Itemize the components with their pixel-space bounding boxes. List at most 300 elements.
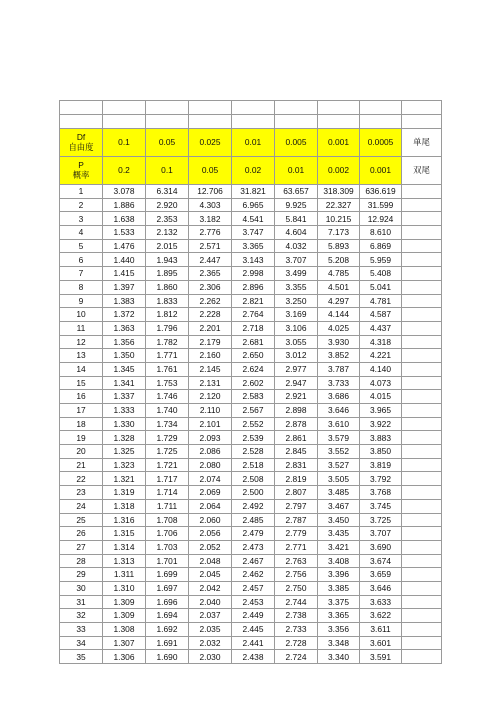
critical-value-cell: 2.030 (189, 650, 232, 664)
empty-cell (402, 636, 442, 650)
table-row (60, 349, 442, 363)
critical-value-cell: 1.782 (146, 335, 189, 349)
empty-cell (402, 445, 442, 459)
critical-value-cell: 3.579 (318, 431, 360, 445)
blank-cell (275, 101, 318, 115)
critical-value-cell: 2.567 (232, 404, 275, 418)
critical-value-cell: 1.306 (103, 650, 146, 664)
critical-value-cell: 1.315 (103, 527, 146, 541)
critical-value-cell: 1.372 (103, 308, 146, 322)
critical-value-cell: 2.479 (232, 527, 275, 541)
critical-value-cell: 4.587 (360, 308, 402, 322)
empty-cell (402, 431, 442, 445)
critical-value-cell: 3.965 (360, 404, 402, 418)
critical-value-cell: 1.740 (146, 404, 189, 418)
two-tail-value: 0.2 (103, 157, 146, 185)
df-cell: 25 (60, 513, 103, 527)
critical-value-cell: 2.797 (275, 499, 318, 513)
critical-value-cell: 1.318 (103, 499, 146, 513)
critical-value-cell: 2.441 (232, 636, 275, 650)
empty-cell (402, 390, 442, 404)
critical-value-cell: 3.622 (360, 609, 402, 623)
empty-cell (402, 349, 442, 363)
critical-value-cell: 2.037 (189, 609, 232, 623)
critical-value-cell: 2.845 (275, 445, 318, 459)
table-row (60, 280, 442, 294)
critical-value-cell: 3.055 (275, 335, 318, 349)
critical-value-cell: 4.785 (318, 267, 360, 281)
critical-value-cell: 4.297 (318, 294, 360, 308)
critical-value-cell: 2.787 (275, 513, 318, 527)
df-cell: 5 (60, 239, 103, 253)
critical-value-cell: 8.610 (360, 226, 402, 240)
critical-value-cell: 1.309 (103, 609, 146, 623)
df-cell: 27 (60, 540, 103, 554)
df-cell: 15 (60, 376, 103, 390)
critical-value-cell: 1.440 (103, 253, 146, 267)
blank-cell (103, 115, 146, 129)
critical-value-cell: 3.365 (232, 239, 275, 253)
critical-value-cell: 3.143 (232, 253, 275, 267)
df-label-cell (60, 129, 103, 157)
critical-value-cell: 1.309 (103, 595, 146, 609)
critical-value-cell: 2.262 (189, 294, 232, 308)
empty-cell (402, 376, 442, 390)
blank-cell (189, 101, 232, 115)
critical-value-cell: 1.313 (103, 554, 146, 568)
critical-value-cell: 2.756 (275, 568, 318, 582)
critical-value-cell: 1.314 (103, 540, 146, 554)
blank-cell (146, 101, 189, 115)
critical-value-cell: 22.327 (318, 198, 360, 212)
table-row (60, 568, 442, 582)
critical-value-cell: 6.869 (360, 239, 402, 253)
critical-value-cell: 2.552 (232, 417, 275, 431)
critical-value-cell: 4.032 (275, 239, 318, 253)
critical-value-cell: 3.355 (275, 280, 318, 294)
critical-value-cell: 3.646 (318, 404, 360, 418)
table-row (60, 472, 442, 486)
critical-value-cell: 1.860 (146, 280, 189, 294)
critical-value-cell: 1.696 (146, 595, 189, 609)
critical-value-cell: 2.131 (189, 376, 232, 390)
critical-value-cell: 1.699 (146, 568, 189, 582)
empty-cell (402, 527, 442, 541)
table-row (60, 212, 442, 226)
table-row (60, 513, 442, 527)
critical-value-cell: 2.728 (275, 636, 318, 650)
critical-value-cell: 6.314 (146, 185, 189, 199)
critical-value-cell: 3.012 (275, 349, 318, 363)
df-cell: 12 (60, 335, 103, 349)
critical-value-cell: 2.457 (232, 581, 275, 595)
table-row (60, 362, 442, 376)
critical-value-cell: 1.812 (146, 308, 189, 322)
table-row (60, 185, 442, 199)
critical-value-cell: 4.025 (318, 321, 360, 335)
critical-value-cell: 5.959 (360, 253, 402, 267)
critical-value-cell: 1.943 (146, 253, 189, 267)
critical-value-cell: 3.659 (360, 568, 402, 582)
critical-value-cell: 2.650 (232, 349, 275, 363)
critical-value-cell: 2.733 (275, 623, 318, 637)
blank-cell (232, 101, 275, 115)
critical-value-cell: 3.527 (318, 458, 360, 472)
critical-value-cell: 3.365 (318, 609, 360, 623)
critical-value-cell: 4.604 (275, 226, 318, 240)
critical-value-cell: 1.734 (146, 417, 189, 431)
critical-value-cell: 3.707 (275, 253, 318, 267)
empty-cell (402, 226, 442, 240)
critical-value-cell: 2.228 (189, 308, 232, 322)
critical-value-cell: 2.896 (232, 280, 275, 294)
critical-value-cell: 5.041 (360, 280, 402, 294)
critical-value-cell: 2.583 (232, 390, 275, 404)
critical-value-cell: 2.040 (189, 595, 232, 609)
table-row (60, 499, 442, 513)
critical-value-cell: 1.383 (103, 294, 146, 308)
critical-value-cell: 2.447 (189, 253, 232, 267)
critical-value-cell: 3.787 (318, 362, 360, 376)
critical-value-cell: 2.035 (189, 623, 232, 637)
critical-value-cell: 1.638 (103, 212, 146, 226)
critical-value-cell: 1.895 (146, 267, 189, 281)
critical-value-cell: 2.718 (232, 321, 275, 335)
critical-value-cell: 2.776 (189, 226, 232, 240)
critical-value-cell: 3.385 (318, 581, 360, 595)
empty-cell (402, 540, 442, 554)
critical-value-cell: 4.221 (360, 349, 402, 363)
critical-value-cell: 2.201 (189, 321, 232, 335)
table-row (60, 376, 442, 390)
critical-value-cell: 2.365 (189, 267, 232, 281)
critical-value-cell: 2.462 (232, 568, 275, 582)
critical-value-cell: 4.541 (232, 212, 275, 226)
one-tail-label: 单尾 (402, 129, 442, 157)
one-tail-value: 0.001 (318, 129, 360, 157)
critical-value-cell: 3.674 (360, 554, 402, 568)
df-cell: 26 (60, 527, 103, 541)
table-row (60, 417, 442, 431)
empty-cell (402, 239, 442, 253)
critical-value-cell: 6.965 (232, 198, 275, 212)
critical-value-cell: 2.492 (232, 499, 275, 513)
critical-value-cell: 2.624 (232, 362, 275, 376)
critical-value-cell: 4.303 (189, 198, 232, 212)
critical-value-cell: 3.930 (318, 335, 360, 349)
critical-value-cell: 2.539 (232, 431, 275, 445)
df-sub-label: 自由度 (68, 141, 94, 152)
critical-value-cell: 1.397 (103, 280, 146, 294)
one-tail-value: 0.025 (189, 129, 232, 157)
table-row (60, 554, 442, 568)
table-row (60, 486, 442, 500)
empty-cell (402, 623, 442, 637)
critical-value-cell: 2.861 (275, 431, 318, 445)
df-cell: 16 (60, 390, 103, 404)
critical-value-cell: 3.733 (318, 376, 360, 390)
table-row (60, 650, 442, 664)
critical-value-cell: 1.333 (103, 404, 146, 418)
critical-value-cell: 3.850 (360, 445, 402, 459)
table-row (60, 335, 442, 349)
critical-value-cell: 2.056 (189, 527, 232, 541)
critical-value-cell: 2.998 (232, 267, 275, 281)
t-distribution-table (59, 100, 442, 664)
critical-value-cell: 1.319 (103, 486, 146, 500)
critical-value-cell: 2.160 (189, 349, 232, 363)
critical-value-cell: 2.064 (189, 499, 232, 513)
df-cell: 1 (60, 185, 103, 199)
one-tail-value: 0.05 (146, 129, 189, 157)
critical-value-cell: 3.348 (318, 636, 360, 650)
critical-value-cell: 2.738 (275, 609, 318, 623)
df-cell: 20 (60, 445, 103, 459)
df-cell: 11 (60, 321, 103, 335)
empty-cell (402, 458, 442, 472)
empty-cell (402, 595, 442, 609)
two-tail-header-row (60, 157, 442, 185)
critical-value-cell: 3.505 (318, 472, 360, 486)
critical-value-cell: 2.518 (232, 458, 275, 472)
one-tail-value: 0.1 (103, 129, 146, 157)
critical-value-cell: 1.330 (103, 417, 146, 431)
critical-value-cell: 2.528 (232, 445, 275, 459)
table-row (60, 595, 442, 609)
empty-cell (402, 650, 442, 664)
critical-value-cell: 2.086 (189, 445, 232, 459)
table-row (60, 527, 442, 541)
critical-value-cell: 2.032 (189, 636, 232, 650)
table-row (60, 226, 442, 240)
critical-value-cell: 1.341 (103, 376, 146, 390)
df-cell: 21 (60, 458, 103, 472)
empty-cell (402, 267, 442, 281)
critical-value-cell: 1.703 (146, 540, 189, 554)
critical-value-cell: 2.977 (275, 362, 318, 376)
critical-value-cell: 1.310 (103, 581, 146, 595)
critical-value-cell: 1.311 (103, 568, 146, 582)
critical-value-cell: 1.321 (103, 472, 146, 486)
df-label: Df (76, 131, 86, 142)
table-row (60, 294, 442, 308)
critical-value-cell: 2.074 (189, 472, 232, 486)
critical-value-cell: 4.144 (318, 308, 360, 322)
critical-value-cell: 2.771 (275, 540, 318, 554)
two-tail-value: 0.01 (275, 157, 318, 185)
empty-cell (402, 499, 442, 513)
critical-value-cell: 3.601 (360, 636, 402, 650)
blank-cell (232, 115, 275, 129)
critical-value-cell: 4.318 (360, 335, 402, 349)
critical-value-cell: 12.924 (360, 212, 402, 226)
critical-value-cell: 3.106 (275, 321, 318, 335)
critical-value-cell: 2.353 (146, 212, 189, 226)
table-row (60, 253, 442, 267)
critical-value-cell: 1.711 (146, 499, 189, 513)
blank-cell (402, 101, 442, 115)
critical-value-cell: 7.173 (318, 226, 360, 240)
two-tail-value: 0.002 (318, 157, 360, 185)
critical-value-cell: 3.182 (189, 212, 232, 226)
empty-cell (402, 581, 442, 595)
critical-value-cell: 2.602 (232, 376, 275, 390)
empty-cell (402, 362, 442, 376)
table-row (60, 623, 442, 637)
critical-value-cell: 1.746 (146, 390, 189, 404)
critical-value-cell: 2.920 (146, 198, 189, 212)
critical-value-cell: 3.610 (318, 417, 360, 431)
df-cell: 19 (60, 431, 103, 445)
critical-value-cell: 3.450 (318, 513, 360, 527)
critical-value-cell: 1.363 (103, 321, 146, 335)
table-row (60, 581, 442, 595)
table-row (60, 308, 442, 322)
table-row (60, 445, 442, 459)
critical-value-cell: 2.145 (189, 362, 232, 376)
critical-value-cell: 4.437 (360, 321, 402, 335)
critical-value-cell: 1.690 (146, 650, 189, 664)
table-body (60, 101, 442, 664)
critical-value-cell: 1.796 (146, 321, 189, 335)
df-cell: 31 (60, 595, 103, 609)
table-row (60, 609, 442, 623)
one-tail-header-row (60, 129, 442, 157)
empty-cell (402, 568, 442, 582)
critical-value-cell: 2.093 (189, 431, 232, 445)
critical-value-cell: 1.833 (146, 294, 189, 308)
one-tail-value: 0.0005 (360, 129, 402, 157)
table-row (60, 404, 442, 418)
empty-cell (402, 417, 442, 431)
critical-value-cell: 1.325 (103, 445, 146, 459)
critical-value-cell: 5.408 (360, 267, 402, 281)
critical-value-cell: 2.681 (232, 335, 275, 349)
critical-value-cell: 3.552 (318, 445, 360, 459)
critical-value-cell: 1.316 (103, 513, 146, 527)
critical-value-cell: 2.042 (189, 581, 232, 595)
critical-value-cell: 3.819 (360, 458, 402, 472)
critical-value-cell: 1.692 (146, 623, 189, 637)
critical-value-cell: 2.179 (189, 335, 232, 349)
critical-value-cell: 2.048 (189, 554, 232, 568)
critical-value-cell: 2.473 (232, 540, 275, 554)
critical-value-cell: 1.307 (103, 636, 146, 650)
df-cell: 17 (60, 404, 103, 418)
critical-value-cell: 2.069 (189, 486, 232, 500)
df-cell: 23 (60, 486, 103, 500)
empty-cell (402, 212, 442, 226)
critical-value-cell: 3.169 (275, 308, 318, 322)
critical-value-cell: 2.110 (189, 404, 232, 418)
df-cell: 7 (60, 267, 103, 281)
critical-value-cell: 31.599 (360, 198, 402, 212)
critical-value-cell: 2.947 (275, 376, 318, 390)
critical-value-cell: 2.764 (232, 308, 275, 322)
critical-value-cell: 1.725 (146, 445, 189, 459)
critical-value-cell: 3.707 (360, 527, 402, 541)
critical-value-cell: 1.708 (146, 513, 189, 527)
blank-cell (318, 101, 360, 115)
critical-value-cell: 5.841 (275, 212, 318, 226)
df-cell: 22 (60, 472, 103, 486)
table-row (60, 267, 442, 281)
critical-value-cell: 2.467 (232, 554, 275, 568)
empty-cell (402, 198, 442, 212)
table-row (60, 636, 442, 650)
critical-value-cell: 1.761 (146, 362, 189, 376)
df-cell: 24 (60, 499, 103, 513)
critical-value-cell: 2.445 (232, 623, 275, 637)
blank-cell (275, 115, 318, 129)
blank-cell (360, 101, 402, 115)
critical-value-cell: 3.922 (360, 417, 402, 431)
df-cell: 13 (60, 349, 103, 363)
critical-value-cell: 2.878 (275, 417, 318, 431)
critical-value-cell: 1.714 (146, 486, 189, 500)
df-cell: 18 (60, 417, 103, 431)
critical-value-cell: 1.771 (146, 349, 189, 363)
critical-value-cell: 1.328 (103, 431, 146, 445)
critical-value-cell: 2.453 (232, 595, 275, 609)
critical-value-cell: 2.779 (275, 527, 318, 541)
critical-value-cell: 1.356 (103, 335, 146, 349)
critical-value-cell: 2.831 (275, 458, 318, 472)
critical-value-cell: 31.821 (232, 185, 275, 199)
df-cell: 2 (60, 198, 103, 212)
table-row (60, 540, 442, 554)
critical-value-cell: 2.807 (275, 486, 318, 500)
critical-value-cell: 2.132 (146, 226, 189, 240)
critical-value-cell: 2.571 (189, 239, 232, 253)
df-cell: 30 (60, 581, 103, 595)
critical-value-cell: 1.697 (146, 581, 189, 595)
empty-cell (402, 253, 442, 267)
critical-value-cell: 3.792 (360, 472, 402, 486)
critical-value-cell: 5.208 (318, 253, 360, 267)
p-label: P (78, 159, 84, 170)
critical-value-cell: 1.308 (103, 623, 146, 637)
blank-row (60, 101, 442, 115)
critical-value-cell: 2.819 (275, 472, 318, 486)
two-tail-value: 0.001 (360, 157, 402, 185)
critical-value-cell: 2.898 (275, 404, 318, 418)
empty-cell (402, 486, 442, 500)
critical-value-cell: 3.646 (360, 581, 402, 595)
critical-value-cell: 3.499 (275, 267, 318, 281)
empty-cell (402, 280, 442, 294)
df-cell: 32 (60, 609, 103, 623)
critical-value-cell: 2.101 (189, 417, 232, 431)
table-row (60, 321, 442, 335)
table-row (60, 458, 442, 472)
blank-cell (60, 101, 103, 115)
critical-value-cell: 3.340 (318, 650, 360, 664)
critical-value-cell: 1.729 (146, 431, 189, 445)
critical-value-cell: 1.717 (146, 472, 189, 486)
critical-value-cell: 3.467 (318, 499, 360, 513)
critical-value-cell: 1.323 (103, 458, 146, 472)
empty-cell (402, 335, 442, 349)
critical-value-cell: 1.337 (103, 390, 146, 404)
critical-value-cell: 1.694 (146, 609, 189, 623)
empty-cell (402, 308, 442, 322)
empty-cell (402, 513, 442, 527)
critical-value-cell: 1.476 (103, 239, 146, 253)
critical-value-cell: 3.690 (360, 540, 402, 554)
empty-cell (402, 185, 442, 199)
two-tail-value: 0.02 (232, 157, 275, 185)
